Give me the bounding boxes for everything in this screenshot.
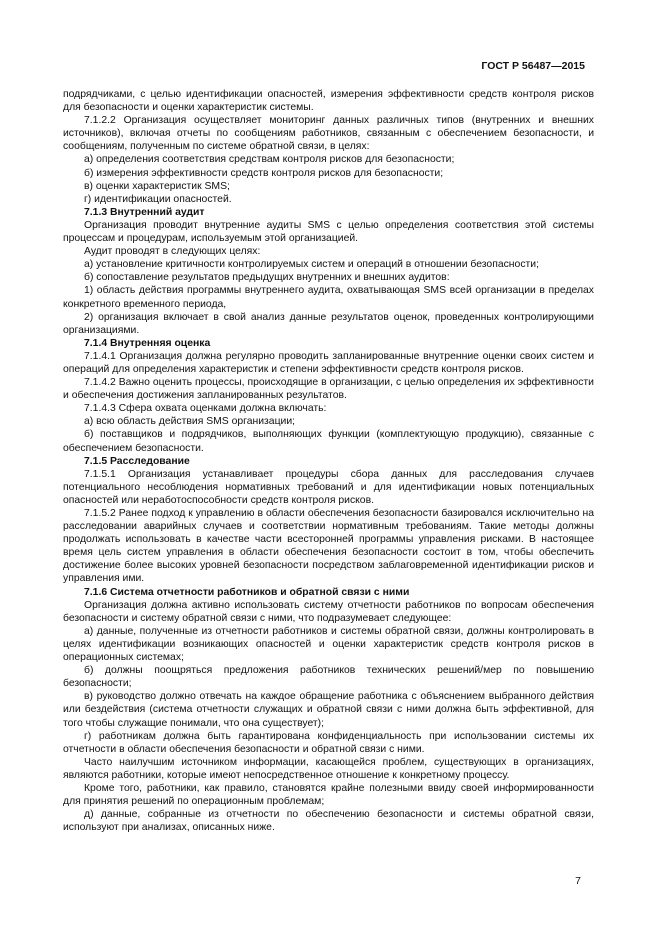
list-item: 1) область действия программы внутреннего аудита, охватывающая SMS всей организации в пределах конкретного временного периода,	[63, 285, 594, 310]
list-item: а) данные, полученные из отчетности работников и системы обратной связи, должны контролировать в целях идентификации возникающих опасностей и оценки характеристик средств контроля рисков в операционных системах;	[63, 625, 594, 664]
list-item: 2) организация включает в свой анализ данные результатов оценок, проведенных контролирующими организациями.	[63, 311, 594, 336]
paragraph: Организация проводит внутренние аудиты SMS с целью определения соответствия этой системы процессам и процедурам, используемым этой организацией.	[63, 219, 594, 245]
section-heading: 7.1.5 Расследование	[84, 455, 190, 467]
list-item: г) работникам должна быть гарантирована конфиденциальность при использовании системы их отчетности в области обеспечения безопасности и обратной связи с ними.	[63, 730, 594, 755]
list-item: в) руководство должно отвечать на каждое обращение работника с объяснением выбранного действия или бездействия (система отчетности служащих и обратной связи с ними должна быть эффективной, для того чтобы служащие понимали, что она существует);	[63, 691, 594, 729]
paragraph: 7.1.5.2 Ранее подход к управлению в области обеспечения безопасности базировался исключительно на расследовании аварийных случаев и соответствии нормативным требованиям. Такие методы должны продолжать использовать в качестве части всесторонней программы управления рисками. В настоящее время цель систем управления в области обеспечения безопасности состоит в том, чтобы обеспечить достижение более высоких уровней безопасности посредством заблаговременной идентификации рисков и управления ими.	[63, 508, 594, 585]
paragraph: Аудит проводят в следующих целях:	[84, 246, 261, 258]
list-item: б) должны поощряться предложения работников технических решений/мер по повышению безопасности;	[63, 665, 594, 690]
list-item: д) данные, собранные из отчетности по обеспечению безопасности и системы обратной связи, используют при анализах, описанных ниже.	[63, 809, 594, 834]
list-item: а) установление критичности контролируемых систем и операций в отношении безопасности;	[84, 259, 539, 271]
paragraph: подрядчиками, с целью идентификации опасностей, измерения эффективности средств контроля рисков для безопасности и оценки характеристик системы.	[63, 89, 594, 114]
paragraph: 7.1.4.1 Организация должна регулярно проводить запланированные внутренние оценки своих систем и операций для определения характеристик и степени эффективности средств контроля рисков.	[63, 350, 594, 375]
list-item: б) измерения эффективности средств контроля рисков для безопасности;	[84, 167, 444, 179]
paragraph: 7.1.4.3 Сфера охвата оценками должна включать:	[84, 403, 327, 415]
paragraph: 7.1.4.2 Важно оценить процессы, происходящие в организации, с целью определения их эффективности и обеспечения достижения запланированных результатов.	[63, 377, 594, 402]
list-item: г) идентификации опасностей.	[84, 193, 232, 205]
page-number: 7	[575, 875, 581, 887]
document-body	[63, 88, 594, 834]
paragraph: Организация должна активно использовать систему отчетности работников по вопросам обеспечения безопасности и систему обратной связи с ними, что подразумевает следующее:	[63, 599, 594, 624]
paragraph: Кроме того, работники, как правило, становятся крайне полезными ввиду своей информированности для принятия решений по операционным проблемам;	[63, 782, 594, 808]
list-item: а) определения соответствия средствам контроля рисков для безопасности;	[84, 154, 455, 166]
list-item: а) всю область действия SMS организации;	[84, 416, 296, 428]
paragraph: 7.1.5.1 Организация устанавливает процедуры сбора данных для расследования случаев потенциального несоблюдения нормативных требований и для идентификации новых потенциальных опасностей или неработоспособности средств контроля рисков.	[63, 468, 594, 506]
section-heading: 7.1.6 Система отчетности работников и обратной связи с ними	[84, 586, 410, 598]
section-heading: 7.1.4 Внутренняя оценка	[84, 337, 211, 349]
list-item: б) поставщиков и подрядчиков, выполняющих функции (комплектующую продукцию), связанные с обеспечением безопасности.	[63, 429, 594, 454]
paragraph: Часто наилучшим источником информации, касающейся проблем, существующих в организациях, являются работники, которые имеют непосредственное отношение к конкретному процессу.	[63, 756, 594, 781]
list-item: б) сопоставление результатов предыдущих внутренних и внешних аудитов:	[84, 272, 450, 284]
paragraph: 7.1.2.2 Организация осуществляет мониторинг данных различных типов (внутренних и внешних источников), включая отчеты по сообщениям работников, связанным с обеспечением безопасности, и сообщениям, полученным по системе обратной связи, в целях:	[63, 115, 594, 153]
section-heading: 7.1.3 Внутренний аудит	[84, 206, 205, 218]
standard-code-header: ГОСТ Р 56487—2015	[481, 60, 585, 72]
list-item: в) оценки характеристик SMS;	[84, 180, 230, 192]
